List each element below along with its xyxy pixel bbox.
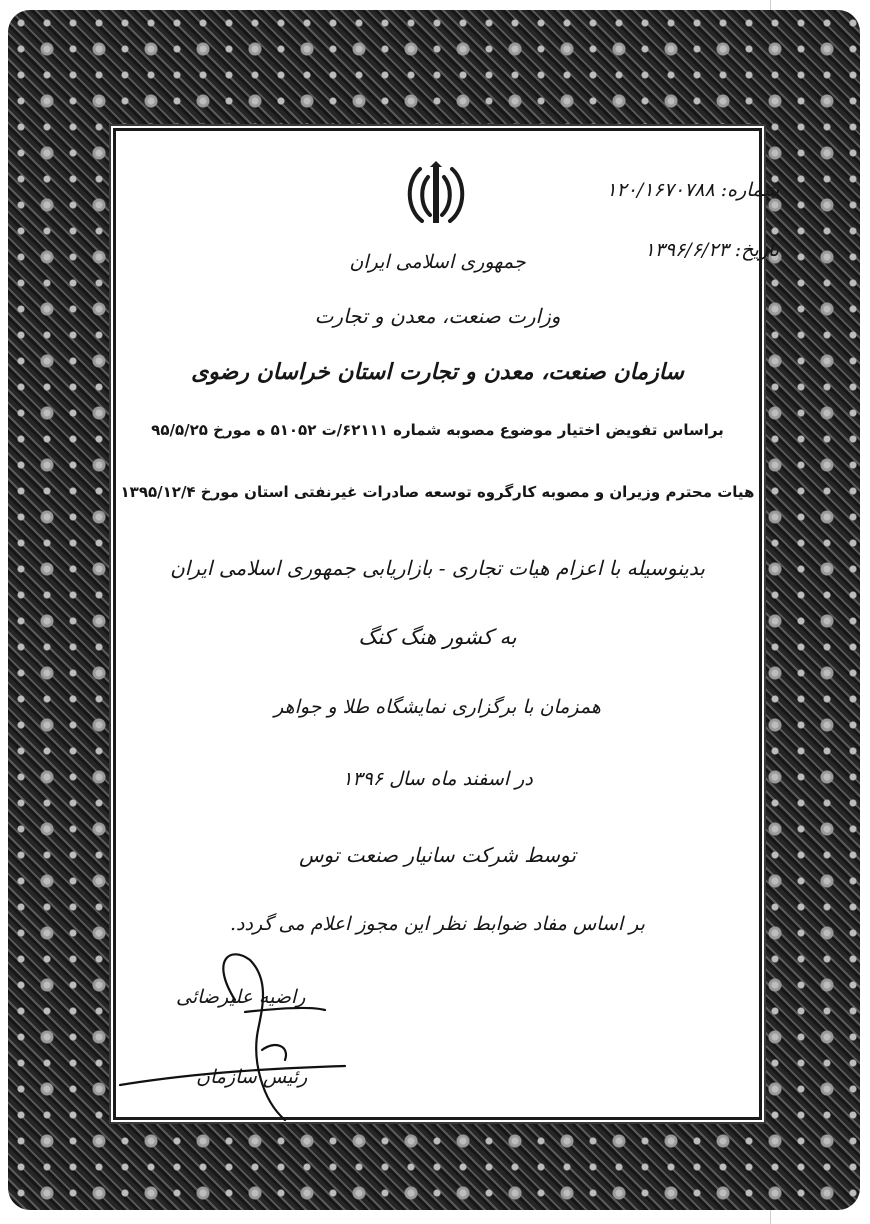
number-value: ۱۲۰/۱۶۷۰۷۸۸ [606,179,715,201]
republic-name: جمهوری اسلامی ایران [349,251,526,273]
body-line-1: براساس تفویض اختیار موضوع مصوبه شماره ۶۲۱۱۱/ت ۵۱۰۵۲ ه مورخ ۹۵/۵/۲۵ [151,421,724,439]
body-line-2: هیات محترم وزیران و مصوبه کارگروه توسعه صادرات غیرنفتی استان مورخ ۱۳۹۵/۱۲/۴ [120,483,755,501]
body-line-4: به کشور هنگ کنگ [358,625,517,649]
body-line-5: همزمان با برگزاری نمایشگاه طلا و جواهر [274,696,601,718]
body-line-3: بدینوسیله با اعزام هیات تجاری - بازاریابی جمهوری اسلامی ایران [170,556,705,580]
body-line-6: در اسفند ماه سال ۱۳۹۶ [342,768,533,790]
iran-emblem-icon [400,161,472,229]
number-line [606,179,779,201]
organization-name: سازمان صنعت، معدن و تجارت استان خراسان رضوی [191,359,684,385]
ministry-name: وزارت صنعت، معدن و تجارت [314,304,561,328]
date-value: ۱۳۹۶/۶/۲۳ [644,239,729,261]
body-line-8: بر اساس مفاد ضوابط نظر این مجوز اعلام می گردد. [230,913,645,935]
certificate-body [113,128,779,1120]
body-line-7: توسط شرکت سانیار صنعت توس [299,843,576,867]
signer-name: راضیه علیرضائی [176,986,306,1008]
date-label: تاریخ: [734,239,779,261]
signer-title: رئیس سازمان [196,1066,308,1088]
number-label: شماره: [720,179,779,201]
